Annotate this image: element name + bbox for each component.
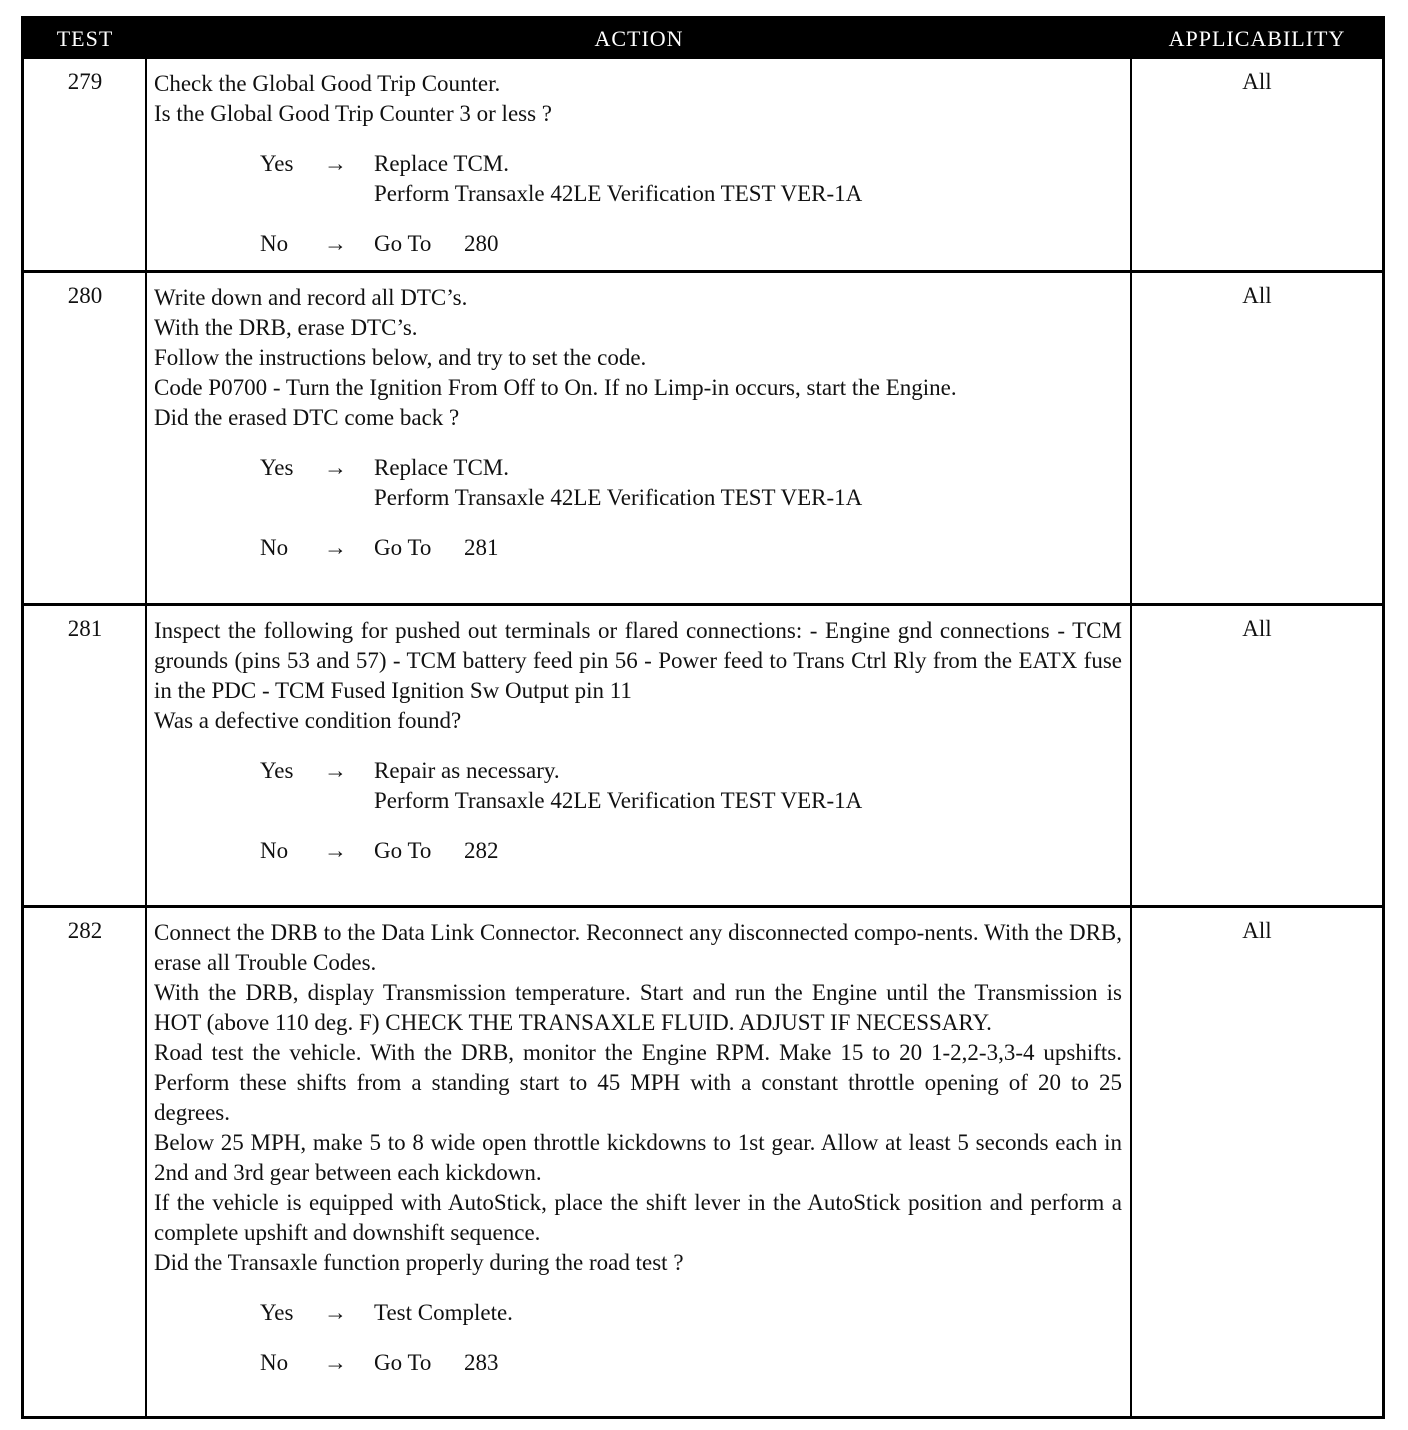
no-option (154, 229, 1122, 259)
action-line: With the DRB, erase DTC’s. (154, 315, 418, 340)
action-line: Was a defective condition found? (154, 708, 462, 733)
header-action: ACTION (594, 26, 684, 51)
test-number: 282 (67, 918, 103, 943)
yes-option (154, 149, 1122, 179)
no-text: Go To (374, 231, 432, 256)
yes-option (154, 756, 1122, 786)
action-line: Road test the vehicle. With the DRB, monitor the Engine RPM. Make 15 to 20 1-2,2-3,3-4 upshifts. Perform these shifts from a standing start to 45 MPH with a constant throttle opening of 20 to 25 degrees. (154, 1040, 1122, 1125)
test-number: 280 (67, 283, 103, 308)
no-option (154, 836, 1122, 866)
table-row-281 (24, 603, 1382, 905)
test-number: 279 (67, 69, 103, 94)
yes-text: Repair as necessary. (374, 758, 560, 783)
applicability-cell: All (1242, 918, 1272, 943)
no-text: Go To (374, 1350, 432, 1375)
arrow-icon: → (324, 838, 347, 863)
table-row-280 (24, 270, 1382, 603)
diagnostic-table (21, 16, 1385, 1419)
action-line: Below 25 MPH, make 5 to 8 wide open throttle kickdowns to 1st gear. Allow at least 5 seconds each in 2nd and 3rd gear between each kickdown. (154, 1130, 1122, 1185)
action-cell (154, 616, 1122, 866)
applicability-cell: All (1242, 283, 1272, 308)
yes-text: Replace TCM. (374, 151, 509, 176)
no-target: 283 (464, 1350, 499, 1375)
arrow-icon: → (324, 535, 347, 560)
action-line: Did the erased DTC come back ? (154, 405, 460, 430)
test-number: 281 (67, 616, 103, 641)
action-line: Inspect the following for pushed out terminals or flared connections: - Engine gnd connections - TCM grounds (pins 53 and 57) - TCM battery feed pin 56 - Power feed to Trans Ctrl Rly from the EATX fuse in the PDC - TCM Fused Ignition Sw Output pin 11 (154, 618, 1122, 703)
action-line: Did the Transaxle function properly during the road test ? (154, 1250, 684, 1275)
yes-label: Yes (260, 455, 294, 480)
action-cell (154, 918, 1122, 1378)
header-applicability: APPLICABILITY (1168, 26, 1346, 51)
action-line: Code P0700 - Turn the Ignition From Off to On. If no Limp-in occurs, start the Engine. (154, 375, 957, 400)
yes-continuation (154, 483, 1122, 513)
action-line: Check the Global Good Trip Counter. (154, 71, 501, 96)
arrow-icon: → (324, 231, 347, 256)
no-target: 282 (464, 838, 499, 863)
no-label: No (260, 535, 289, 560)
arrow-icon: → (324, 455, 347, 480)
no-text: Go To (374, 535, 432, 560)
no-option (154, 533, 1122, 563)
header-test: TEST (56, 26, 114, 51)
yes-text-2: Perform Transaxle 42LE Verification TEST VER-1A (374, 181, 863, 206)
no-label: No (260, 1350, 289, 1375)
action-line: With the DRB, display Transmission temperature. Start and run the Engine until the Transmission is HOT (above 110 deg. F) CHECK THE TRANSAXLE FLUID. ADJUST IF NECESSARY. (154, 980, 1122, 1035)
yes-label: Yes (260, 151, 294, 176)
yes-label: Yes (260, 1300, 294, 1325)
no-target: 280 (464, 231, 499, 256)
arrow-icon: → (324, 151, 347, 176)
no-option (154, 1348, 1122, 1378)
action-line: If the vehicle is equipped with AutoStick, place the shift lever in the AutoStick position and perform a complete upshift and downshift sequence. (154, 1190, 1122, 1245)
no-label: No (260, 838, 289, 863)
table-row-282 (24, 905, 1382, 1416)
yes-text: Test Complete. (374, 1300, 513, 1325)
applicability-cell: All (1242, 616, 1272, 641)
yes-option (154, 1298, 1122, 1328)
action-line: Follow the instructions below, and try to set the code. (154, 345, 647, 370)
arrow-icon: → (324, 1300, 347, 1325)
action-line: Is the Global Good Trip Counter 3 or less ? (154, 101, 553, 126)
yes-text-2: Perform Transaxle 42LE Verification TEST VER-1A (374, 485, 863, 510)
action-cell (154, 69, 1122, 259)
yes-continuation (154, 179, 1122, 209)
action-line: Connect the DRB to the Data Link Connector. Reconnect any disconnected compo-nents. With the DRB, erase all Trouble Codes. (154, 920, 1122, 975)
no-target: 281 (464, 535, 499, 560)
action-line: Write down and record all DTC’s. (154, 285, 468, 310)
yes-continuation (154, 786, 1122, 816)
table-header (24, 19, 1382, 59)
applicability-cell: All (1242, 69, 1272, 94)
no-text: Go To (374, 838, 432, 863)
arrow-icon: → (324, 1350, 347, 1375)
yes-option (154, 453, 1122, 483)
no-label: No (260, 231, 289, 256)
action-cell (154, 283, 1122, 563)
yes-label: Yes (260, 758, 294, 783)
yes-text: Replace TCM. (374, 455, 509, 480)
arrow-icon: → (324, 758, 347, 783)
yes-text-2: Perform Transaxle 42LE Verification TEST VER-1A (374, 788, 863, 813)
table-row-279 (24, 59, 1382, 270)
